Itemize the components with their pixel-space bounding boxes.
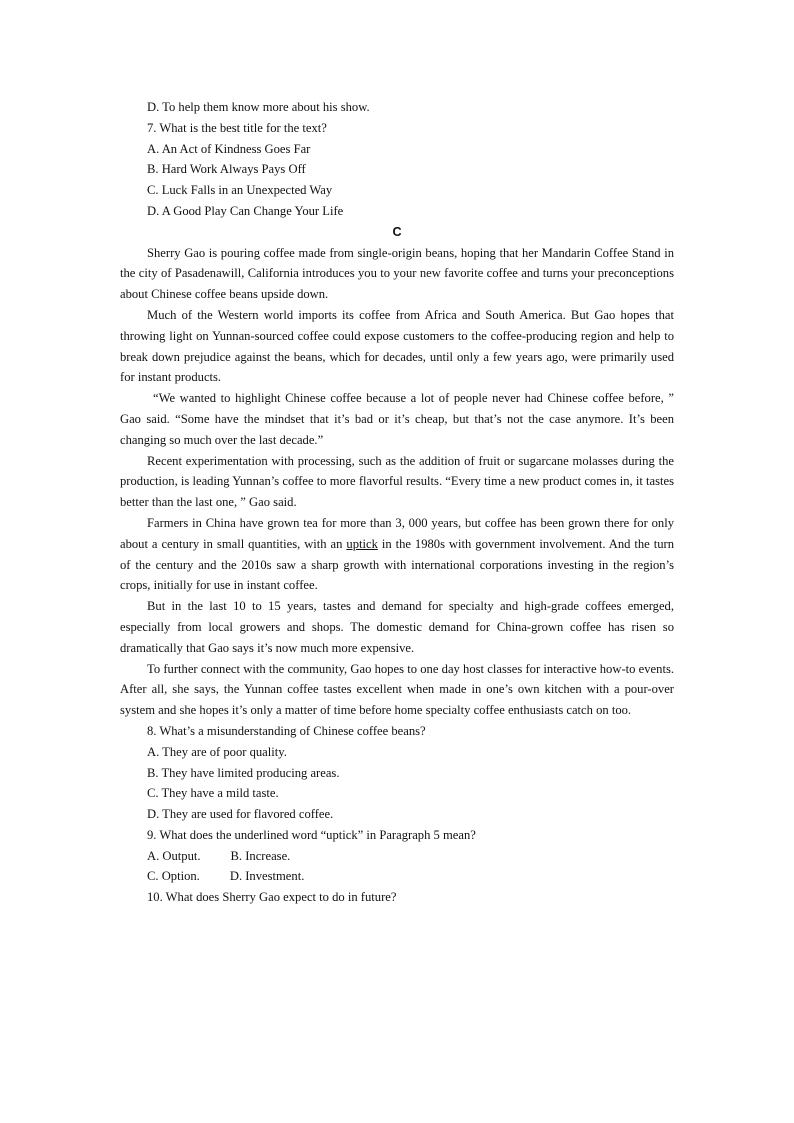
q7-option-c: C. Luck Falls in an Unexpected Way: [147, 183, 333, 198]
underlined-word-uptick: uptick: [346, 536, 378, 551]
q7-option-b: B. Hard Work Always Pays Off: [147, 162, 306, 177]
q8-option-c: C. They have a mild taste.: [147, 786, 279, 801]
q8-option-d: D. They are used for flavored coffee.: [147, 807, 334, 822]
q6-option-d: D. To help them know more about his show.: [147, 100, 370, 114]
passage-paragraph-5: [120, 513, 674, 596]
paragraph-5-text-after: in the 1980s with government involvement. And the turn of the century and the 2010s saw a sharp growth with international corporations investing in the region’s crops, initially for use in instant coffee.: [120, 536, 674, 593]
q9-stem: 9. What does the underlined word “uptick” in Paragraph 5 mean?: [147, 827, 476, 842]
document-page: [120, 97, 674, 908]
q9-option-d: D. Investment.: [229, 869, 305, 884]
q9-options-row-1: [120, 846, 674, 867]
passage-paragraph-7: To further connect with the community, Gao hopes to one day host classes for interactive how-to events. After all, she says, the Yunnan coffee tastes excellent when made in one’s own kitchen with a pour-over system and she hopes it’s only a matter of time before home specialty coffee enthusiasts catch on too.: [120, 661, 674, 718]
passage-paragraph-2: Much of the Western world imports its coffee from Africa and South America. But Gao hopes that throwing light on Yunnan-sourced coffee could expose customers to the coffee-producing region and help to break down prejudice against the beans, which for decades, until only a few years ago, were primarily used for instant products.: [120, 307, 674, 385]
q7-option-a: A. An Act of Kindness Goes Far: [147, 141, 311, 156]
passage-paragraph-1: Sherry Gao is pouring coffee made from single-origin beans, hoping that her Mandarin Coffee Stand in the city of Pasadenawill, California introduces you to your new favorite coffee and turns your preconceptions about Chinese coffee beans upside down.: [120, 245, 674, 302]
passage-paragraph-4: Recent experimentation with processing, such as the addition of fruit or sugarcane molasses during the production, is leading Yunnan’s coffee to more flavorful results. “Every time a new product comes in, it tastes better than the last one, ” Gao said.: [120, 453, 674, 510]
q9-option-b: B. Increase.: [230, 848, 291, 863]
q7-option-d: D. A Good Play Can Change Your Life: [147, 203, 344, 218]
passage-paragraph-6: But in the last 10 to 15 years, tastes and demand for specialty and high-grade coffees emerged, especially from local growers and shops. The domestic demand for China-grown coffee has risen so dramatically that Gao says it’s now much more expensive.: [120, 599, 674, 655]
q8-option-b: B. They have limited producing areas.: [147, 765, 340, 780]
section-heading: C: [392, 224, 402, 239]
q9-options-row-2: [120, 866, 674, 887]
q7-stem: 7. What is the best title for the text?: [147, 120, 327, 135]
q8-stem: 8. What’s a misunderstanding of Chinese coffee beans?: [147, 723, 426, 738]
passage-paragraph-3: “We wanted to highlight Chinese coffee because a lot of people never had Chinese coffee before, ” Gao said. “Some have the mindset that it’s bad or it’s cheap, but that’s not the case anymore. It’s been changing so much over the last decade.”: [120, 391, 674, 447]
paragraph-5-text-before: Farmers in China have grown tea for more than 3, 000 years, but coffee has been grown there for only about a century in small quantities, with an: [120, 515, 674, 551]
q10-stem: 10. What does Sherry Gao expect to do in future?: [147, 890, 397, 905]
q8-option-a: A. They are of poor quality.: [147, 744, 287, 759]
q9-option-a: A. Output.: [147, 848, 201, 863]
q9-option-c: C. Option.: [147, 869, 200, 884]
